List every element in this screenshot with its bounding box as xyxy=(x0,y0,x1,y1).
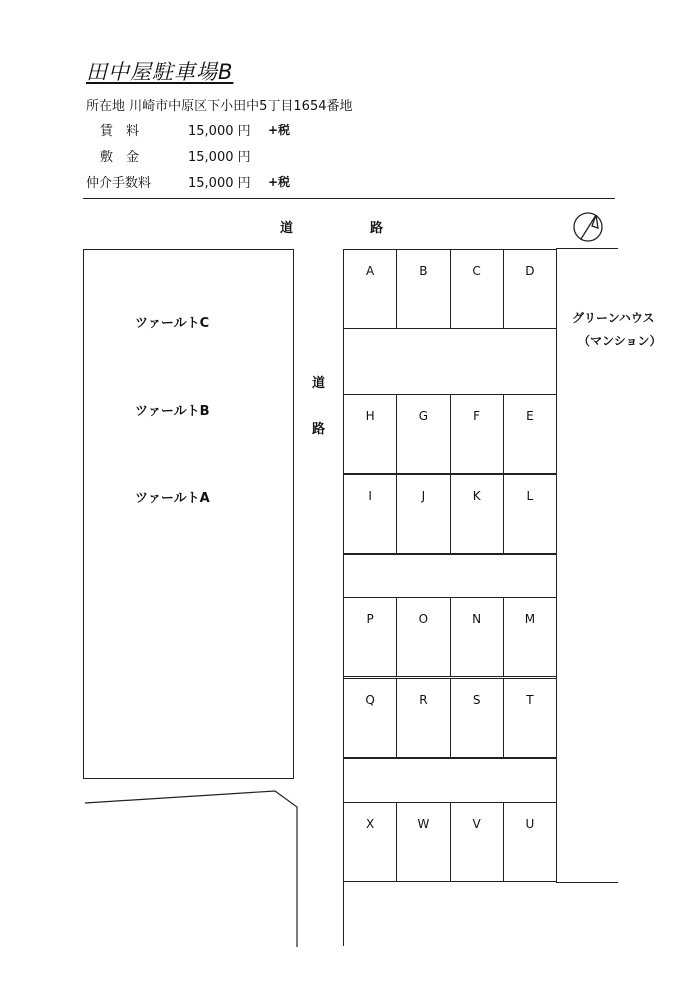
fee-amount-deposit-value: 15,000 xyxy=(188,150,234,165)
space-label: F xyxy=(473,409,481,423)
space-label: V xyxy=(472,817,481,831)
space-label: T xyxy=(526,693,534,707)
parking-space-v xyxy=(451,803,504,881)
parking-space-t xyxy=(504,679,556,757)
parking-space-f xyxy=(451,395,504,473)
space-label: K xyxy=(472,489,481,503)
parking-space-k xyxy=(451,475,504,553)
fee-unit-deposit: 円 xyxy=(237,150,251,165)
space-label: G xyxy=(418,409,429,423)
road-side-label-1: 道 xyxy=(312,376,326,391)
aisle-line xyxy=(343,554,557,555)
space-label: N xyxy=(472,612,482,626)
space-label: C xyxy=(472,264,481,278)
space-label: R xyxy=(419,693,428,707)
parking-space-m xyxy=(504,598,556,676)
fee-label-deposit: 敷 金 xyxy=(100,150,140,165)
fee-label-rent: 賃 料 xyxy=(100,124,140,139)
building-label-b: ツァールトB xyxy=(135,404,210,419)
parking-space-l xyxy=(504,475,556,553)
space-label: B xyxy=(419,264,428,278)
parking-row-4 xyxy=(343,597,557,677)
parking-space-p xyxy=(344,598,397,676)
parking-row-2 xyxy=(343,394,557,474)
fee-unit-rent: 円 xyxy=(237,124,251,139)
fee-tax-rent: +税 xyxy=(268,123,291,137)
parking-space-e xyxy=(504,395,556,473)
space-label: H xyxy=(365,409,375,423)
address: 所在地 川崎市中原区下小田中5丁目1654番地 xyxy=(86,99,353,114)
space-label: L xyxy=(526,489,534,503)
fee-amount-rent xyxy=(188,120,251,139)
parking-row-5 xyxy=(343,678,557,758)
neighbor-boundary-top xyxy=(556,248,618,249)
space-label: U xyxy=(525,817,535,831)
road-side-label-2: 路 xyxy=(312,422,326,437)
neighbor-name: グリーンハウス xyxy=(572,311,655,325)
parking-space-c xyxy=(451,250,504,328)
parking-row-1 xyxy=(343,249,557,329)
parking-space-d xyxy=(504,250,556,328)
space-label: Q xyxy=(365,693,375,707)
parking-space-b xyxy=(397,250,450,328)
space-label: P xyxy=(366,612,374,626)
space-label: E xyxy=(526,409,534,423)
parking-space-x xyxy=(344,803,397,881)
fee-tax-commission: +税 xyxy=(268,175,291,189)
parking-space-u xyxy=(504,803,556,881)
parking-space-n xyxy=(451,598,504,676)
building-label-c: ツァールトC xyxy=(135,316,210,331)
aisle-line xyxy=(343,758,557,759)
road-top-label-1: 道 xyxy=(280,221,294,236)
fee-label-commission: 仲介手数料 xyxy=(86,176,152,191)
parking-space-r xyxy=(397,679,450,757)
parking-space-i xyxy=(344,475,397,553)
parking-space-w xyxy=(397,803,450,881)
parking-space-s xyxy=(451,679,504,757)
parking-space-q xyxy=(344,679,397,757)
parking-space-a xyxy=(344,250,397,328)
neighbor-boundary-bottom xyxy=(556,882,618,883)
parking-space-g xyxy=(397,395,450,473)
north-arrow-icon xyxy=(572,211,604,243)
space-label: I xyxy=(368,489,372,503)
fee-amount-commission xyxy=(188,172,251,191)
road-top-label-2: 路 xyxy=(370,221,384,236)
fee-amount-rent-value: 15,000 xyxy=(188,124,234,139)
property-boundary xyxy=(85,785,300,950)
parking-space-h xyxy=(344,395,397,473)
parking-row-6 xyxy=(343,802,557,882)
page-title: 田中屋駐車場B xyxy=(86,60,234,84)
neighbor-type: （マンション） xyxy=(578,334,662,348)
space-label: W xyxy=(417,817,430,831)
space-label: M xyxy=(524,612,536,626)
building-label-a: ツァールトA xyxy=(135,491,210,506)
space-label: A xyxy=(366,264,375,278)
parking-space-o xyxy=(397,598,450,676)
fee-amount-deposit xyxy=(188,146,251,165)
fee-unit-commission: 円 xyxy=(237,176,251,191)
parking-row-3 xyxy=(343,474,557,554)
lot-boundary-right xyxy=(556,249,557,881)
header-divider xyxy=(83,198,615,199)
space-label: D xyxy=(525,264,535,278)
space-label: J xyxy=(421,489,426,503)
fee-amount-commission-value: 15,000 xyxy=(188,176,234,191)
space-label: S xyxy=(472,693,481,707)
space-label: O xyxy=(418,612,429,626)
space-label: X xyxy=(366,817,375,831)
parking-space-j xyxy=(397,475,450,553)
